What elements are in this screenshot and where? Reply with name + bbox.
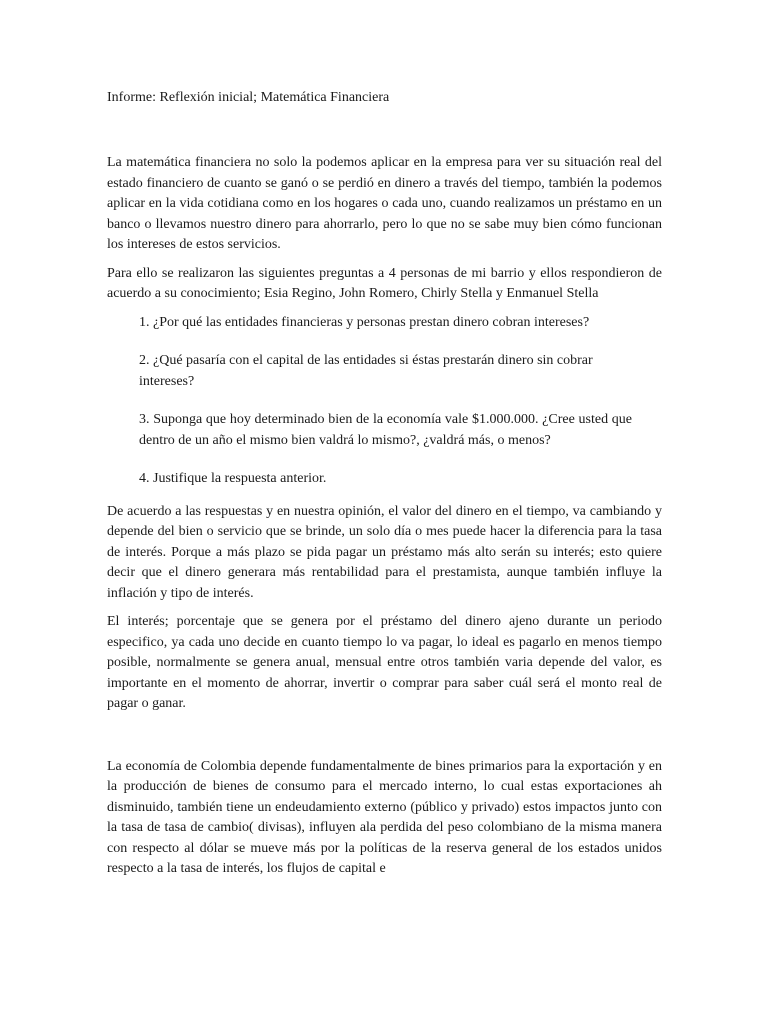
document-page [107,88,662,888]
document-title: Informe: Reflexión inicial; Matemática Financiera [107,90,390,105]
question-item-2: 2. ¿Qué pasaría con el capital de las entidades si éstas prestarán dinero sin cobrar intereses? [139,353,593,389]
section-spacer [107,723,662,757]
body-paragraph-1: De acuerdo a las respuestas y en nuestra opinión, el valor del dinero en el tiempo, va cambiando y depende del bien o servicio que se brinde, un solo día o mes puede hacer la diferencia para la tasa de interés. Porque a más plazo se pida pagar un préstamo más alto serán su interés; esto quiere decir que el dinero generara más rentabilidad para el prestamista, aunque también influye la inflación y tipo de interés. [107,503,662,601]
question-item-4: 4. Justifique la respuesta anterior. [139,471,327,486]
question-item-3: 3. Suponga que hoy determinado bien de la economía vale $1.000.000. ¿Cree usted que dentro de un año el mismo bien valdrá lo mismo?, ¿valdrá más, o menos? [139,412,632,448]
question-list [107,313,662,490]
final-paragraph: La economía de Colombia depende fundamentalmente de bines primarios para la exportación y en la producción de bienes de consumo para el mercado interno, lo cual estas exportaciones ah disminuido, también tiene un endeudamiento externo (público y privado) estos impactos junto con la tasa de tasa de cambio( divisas), influyen ala perdida del peso colombiano de la misma manera con respecto al dólar se mueve más por la políticas de la reserva general de los estados unidos respecto a la tasa de interés, los flujos de capital e [107,758,662,876]
intro-paragraph-2: Para ello se realizaron las siguientes preguntas a 4 personas de mi barrio y ellos respondieron de acuerdo a su conocimiento; Esia Regino, John Romero, Chirly Stella y Enmanuel Stella [107,265,662,301]
intro-paragraph-1: La matemática financiera no solo la podemos aplicar en la empresa para ver su situación real del estado financiero de cuanto se ganó o se perdió en dinero a través del tiempo, también la podemos aplicar en la vida cotidiana como en los hogares o cada uno, cuando realizamos un préstamo en un banco o llevamos nuestro dinero para ahorrarlo, pero lo que no se sabe muy bien cómo funcionan los intereses de estos servicios. [107,155,662,252]
body-paragraph-2: El interés; porcentaje que se genera por el préstamo del dinero ajeno durante un periodo especifico, ya cada uno decide en cuanto tiempo lo va pagar, lo ideal es pagarlo en menos tiempo posible, normalmente se genera anual, mensual entre otros también varia depende del valor, es importante en el momento de ahorrar, invertir o comprar para saber cuál será el monto real de pagar o ganar. [107,614,662,711]
question-item-1: 1. ¿Por qué las entidades financieras y personas prestan dinero cobran intereses? [139,314,590,330]
